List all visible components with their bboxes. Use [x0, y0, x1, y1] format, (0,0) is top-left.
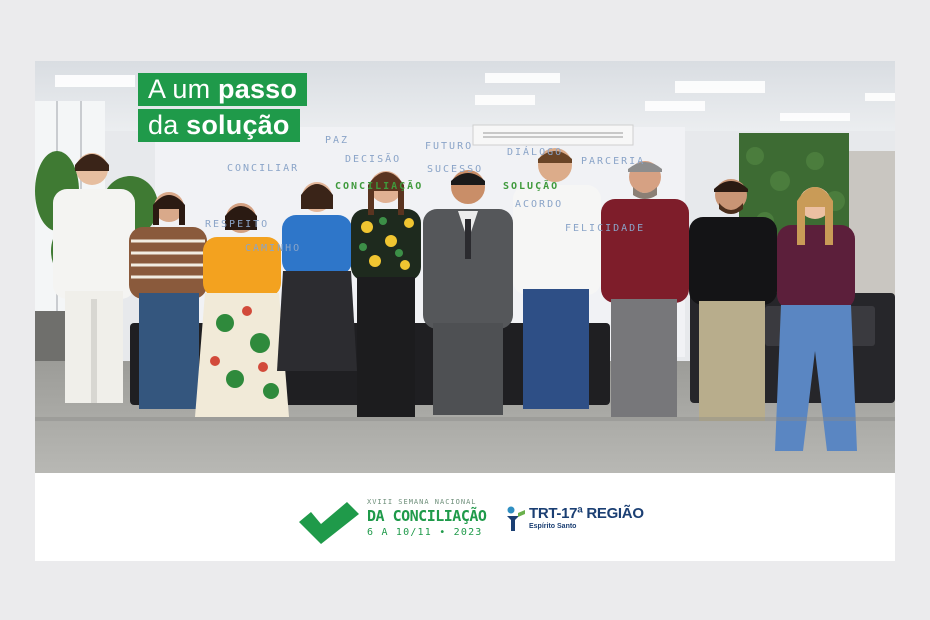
wall-word-cloud — [185, 131, 695, 281]
wall-word: FELICIDADE — [565, 223, 646, 234]
wall-word: CAMINHO — [245, 243, 302, 254]
wall-word: ACORDO — [515, 199, 564, 210]
wall-word: RESPEITO — [205, 219, 270, 230]
headline-line-1-prefix: A um — [148, 74, 219, 104]
trt-17-logo — [503, 505, 663, 541]
semana-text — [367, 498, 486, 538]
wall-word: DECISÃO — [345, 154, 402, 165]
wall-word: PAZ — [325, 135, 350, 146]
wall-word: PARCERIA — [581, 156, 646, 167]
checkmark-icon — [295, 500, 363, 546]
headline-line-2 — [138, 109, 300, 142]
headline-line-2-prefix: da — [148, 110, 187, 140]
trt-subtitle: Espírito Santo — [529, 523, 577, 530]
semana-title: XVIII SEMANA NACIONAL — [367, 498, 477, 506]
trt-emblem-icon — [503, 505, 527, 533]
wall-word: SOLUÇÃO — [503, 181, 560, 192]
headline-line-1 — [138, 73, 307, 106]
headline — [138, 73, 307, 142]
headline-line-1-bold: passo — [218, 74, 298, 104]
wall-word: SUCESSO — [427, 164, 484, 175]
wall-word: DIÁLOGO — [507, 147, 564, 158]
semana-subtitle: DA CONCILIAÇÃO — [367, 507, 487, 525]
wall-word: CONCILIAÇÃO — [335, 181, 424, 192]
post-card — [35, 61, 895, 561]
footer-logos — [35, 473, 895, 561]
semana-dates: 6 A 10/11 • 2023 — [367, 527, 483, 538]
trt-name: TRT-17ª REGIÃO — [529, 505, 644, 522]
wall-word: FUTURO — [425, 141, 474, 152]
headline-line-2-bold: solução — [186, 110, 290, 140]
semana-conciliacao-logo — [295, 498, 487, 546]
group-photo — [35, 61, 895, 473]
wall-word: CONCILIAR — [227, 163, 300, 174]
